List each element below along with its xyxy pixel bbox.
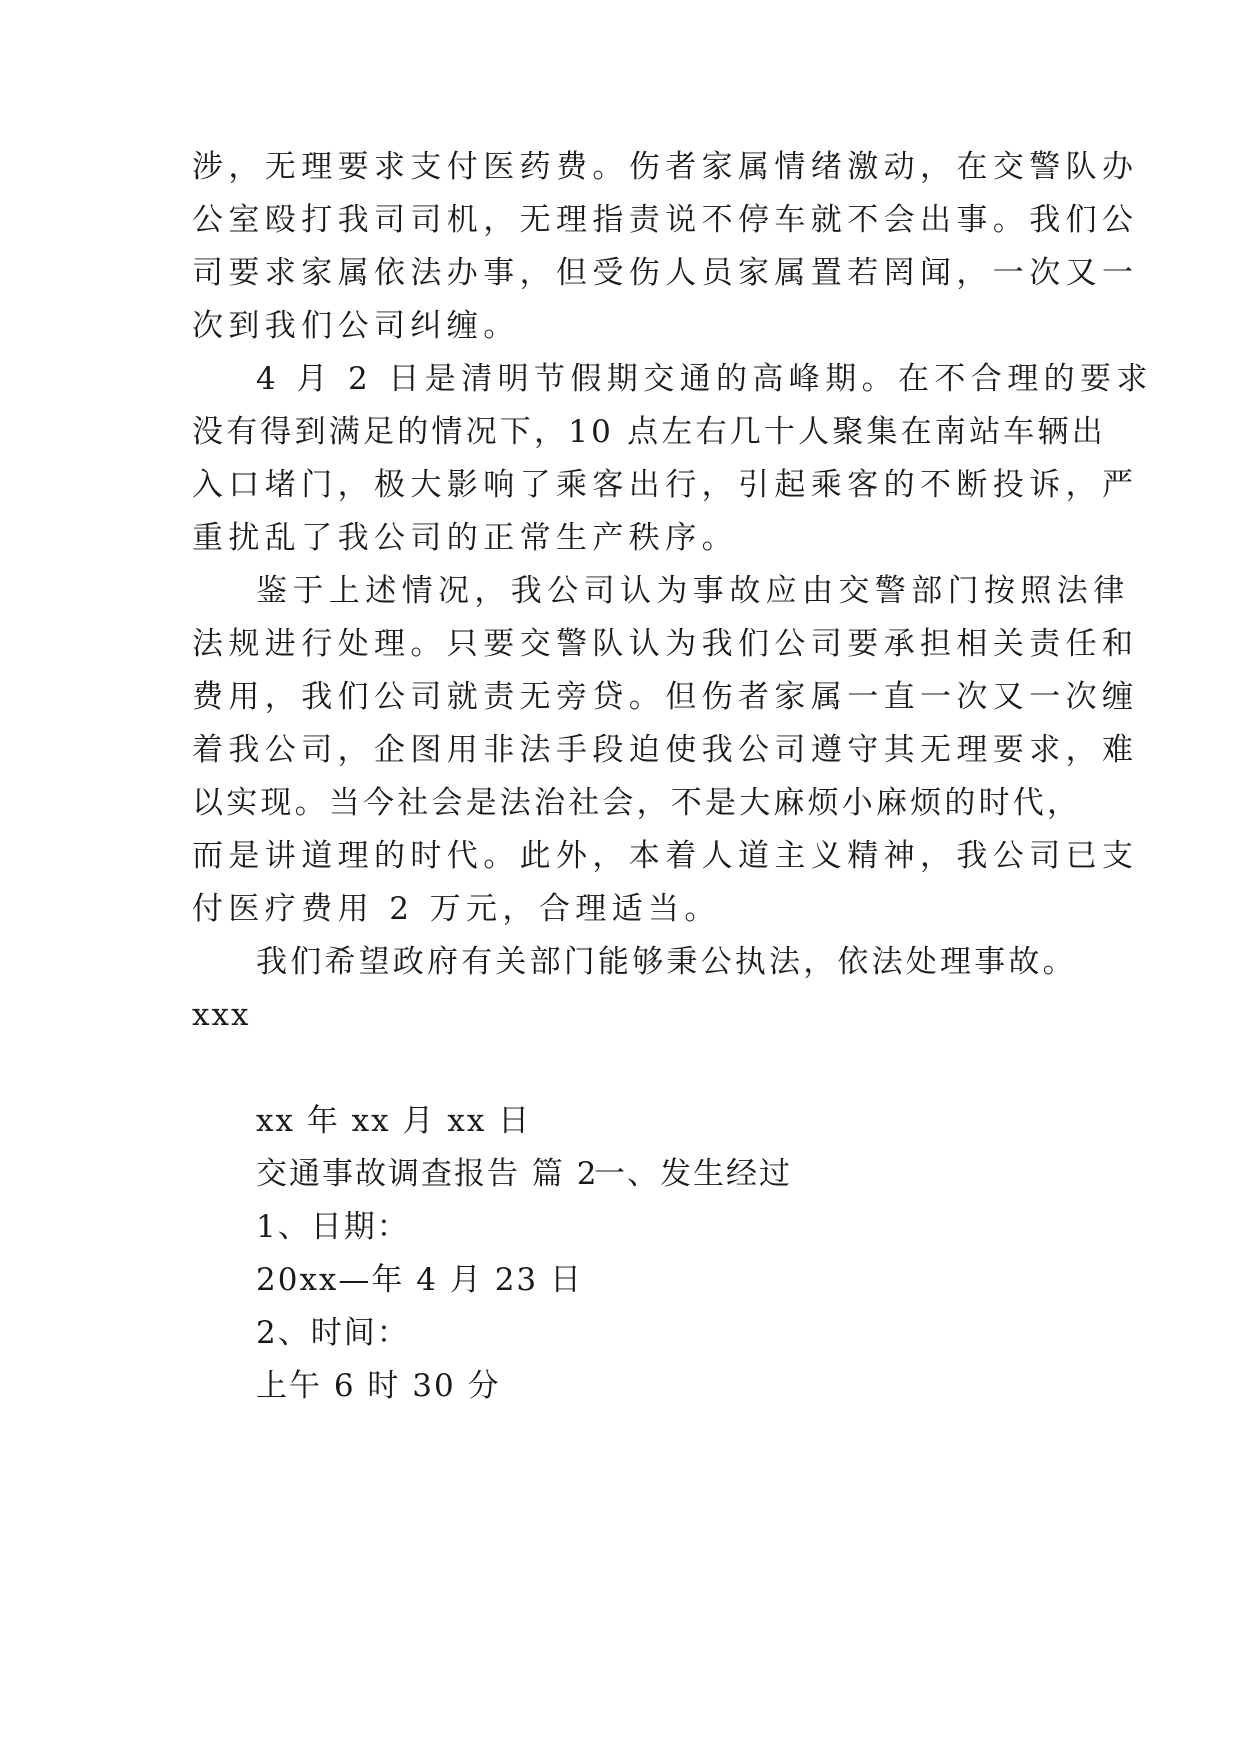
paragraph-line: 入口堵门，极大影响了乘客出行，引起乘客的不断投诉，严 (192, 467, 1139, 503)
paragraph-line: 付医疗费用 2 万元，合理适当。 (192, 891, 721, 927)
paragraph-line: 司要求家属依法办事，但受伤人员家属置若罔闻，一次又一 (192, 255, 1139, 291)
signature: xxx (192, 997, 251, 1033)
paragraph-line: 而是讲道理的时代。此外，本着人道主义精神，我公司已支 (192, 838, 1139, 874)
paragraph-line: 着我公司，企图用非法手段迫使我公司遵守其无理要求，难 (192, 732, 1139, 768)
paragraph-line: 鉴于上述情况，我公司认为事故应由交警部门按照法律 (256, 573, 1130, 609)
paragraph-line: 公室殴打我司司机，无理指责说不停车就不会出事。我们公 (192, 202, 1139, 238)
paragraph-line: 我们希望政府有关部门能够秉公执法，依法处理事故。 (256, 944, 1077, 980)
list-item: 1、日期： (256, 1209, 410, 1245)
paragraph-line: 涉，无理要求支付医药费。伤者家属情绪激动，在交警队办 (192, 149, 1139, 185)
section-title: 交通事故调查报告 篇 2 (256, 1156, 599, 1192)
list-item: 上午 6 时 30 分 (256, 1368, 501, 1404)
paragraph-line: 法规进行处理。只要交警队认为我们公司要承担相关责任和 (192, 626, 1139, 662)
paragraph-line: 费用，我们公司就责无旁贷。但伤者家属一直一次又一次缠 (192, 679, 1139, 715)
document-date: xx 年 xx 月 xx 日 (256, 1103, 532, 1139)
paragraph-line: 以实现。当今社会是法治社会，不是大麻烦小麻烦的时代， (192, 785, 1082, 821)
list-item: 2、时间： (256, 1315, 410, 1351)
paragraph-line: 重扰乱了我公司的正常生产秩序。 (192, 520, 738, 556)
paragraph-line: 没有得到满足的情况下，10 点左右几十人聚集在南站车辆出 (192, 414, 1106, 450)
list-item: 20xx—年 4 月 23 日 (256, 1262, 583, 1298)
section-subtitle: 一、发生经过 (594, 1156, 792, 1192)
paragraph-line: 次到我们公司纠缠。 (192, 308, 520, 344)
paragraph-line: 4 月 2 日是清明节假期交通的高峰期。在不合理的要求 (256, 361, 1153, 397)
